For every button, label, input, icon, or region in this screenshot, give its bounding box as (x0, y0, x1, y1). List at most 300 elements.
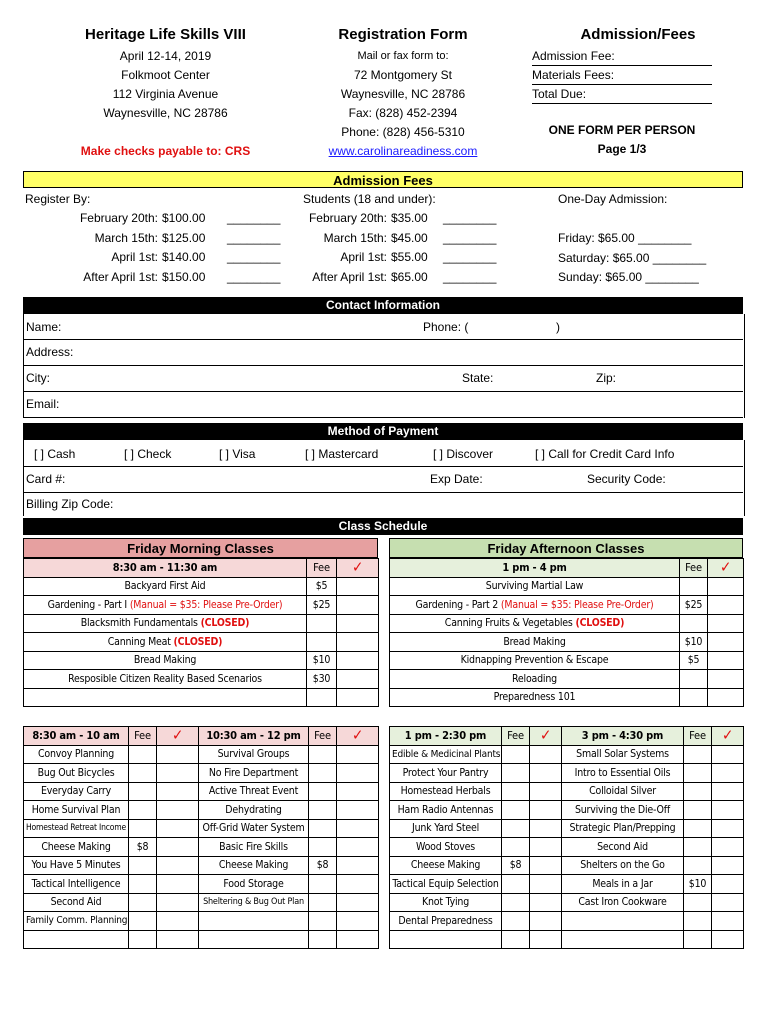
class-name (562, 912, 684, 931)
class-name: Family Comm. Planning (24, 912, 129, 931)
class-checkbox[interactable] (530, 875, 562, 894)
class-name: Edible & Medicinal Plants (390, 745, 502, 764)
check-header (157, 727, 199, 746)
class-name: Small Solar Systems (562, 745, 684, 764)
class-row (199, 912, 379, 931)
fax-number: Fax: (828) 452-2394 (348, 106, 458, 120)
class-fee (502, 838, 530, 857)
phone-number: Phone: (828) 456-5310 (341, 125, 465, 139)
divider (23, 417, 743, 418)
class-fee (684, 764, 712, 783)
class-checkbox[interactable] (337, 745, 379, 764)
city-field[interactable]: City: (26, 371, 50, 385)
one-day-row: Friday: $65.00 ________ (558, 231, 692, 245)
check-header (530, 727, 562, 746)
class-checkbox[interactable] (708, 633, 744, 652)
class-fee (684, 930, 712, 949)
class-checkbox[interactable] (530, 856, 562, 875)
check-header (712, 727, 744, 746)
class-schedule-bar: Class Schedule (23, 518, 743, 535)
class-name: Basic Fire Skills (199, 838, 309, 857)
session-block-2 (198, 726, 379, 949)
class-name: Gardening - Part I (Manual = $35: Please Pre-Order) (24, 596, 307, 615)
time-slot: 8:30 am - 11:30 am (24, 559, 307, 578)
one-day-row: Sunday: $65.00 ________ (558, 270, 699, 284)
class-fee: $10 (684, 875, 712, 894)
class-name (562, 930, 684, 949)
class-name: Strategic Plan/Prepping (562, 819, 684, 838)
class-checkbox[interactable] (530, 782, 562, 801)
class-checkbox[interactable] (157, 838, 199, 857)
student-price-row: March 15th: $45.00 ________ (323, 230, 497, 245)
class-row (24, 875, 199, 894)
class-row (199, 782, 379, 801)
class-row (24, 764, 199, 783)
class-fee (307, 614, 337, 633)
time-row (562, 727, 744, 746)
divider (23, 492, 743, 493)
class-row (390, 596, 744, 615)
class-name (24, 688, 307, 707)
exp-date-field[interactable]: Exp Date: (430, 472, 483, 486)
event-dates: April 12-14, 2019 (119, 49, 212, 63)
pay-visa-checkbox[interactable]: [ ] Visa (219, 447, 256, 461)
class-fee (502, 801, 530, 820)
class-checkbox[interactable] (157, 912, 199, 931)
mail-city: Waynesville, NC 28786 (340, 87, 466, 101)
security-code-field[interactable]: Security Code: (587, 472, 666, 486)
class-row (390, 764, 562, 783)
class-fee (684, 838, 712, 857)
class-fee: $25 (680, 596, 708, 615)
class-row (24, 819, 199, 838)
adult-price-row: After April 1st: $150.00 ________ (83, 269, 281, 284)
class-row (24, 893, 199, 912)
class-row (24, 745, 199, 764)
website-link[interactable]: www.carolinareadiness.com (328, 144, 478, 158)
class-fee (680, 688, 708, 707)
class-checkbox[interactable] (712, 745, 744, 764)
class-row (390, 930, 562, 949)
class-fee (502, 764, 530, 783)
class-name: Convoy Planning (24, 745, 129, 764)
class-name: You Have 5 Minutes (24, 856, 129, 875)
class-checkbox[interactable] (337, 596, 379, 615)
class-checkbox[interactable] (337, 670, 379, 689)
class-row (24, 838, 199, 857)
class-name: Cheese Making (199, 856, 309, 875)
class-fee (684, 819, 712, 838)
pay-call-checkbox[interactable]: [ ] Call for Credit Card Info (535, 447, 675, 461)
class-row (390, 745, 562, 764)
class-name: Intro to Essential Oils (562, 764, 684, 783)
class-checkbox[interactable] (337, 688, 379, 707)
class-name: Colloidal Silver (562, 782, 684, 801)
friday-afternoon-title: Friday Afternoon Classes (389, 538, 743, 558)
class-row (199, 856, 379, 875)
class-checkbox[interactable] (712, 875, 744, 894)
class-checkbox[interactable] (712, 819, 744, 838)
time-row (24, 727, 199, 746)
class-checkbox[interactable] (712, 801, 744, 820)
class-fee (309, 782, 337, 801)
fee-header: Fee (129, 727, 157, 746)
class-fee: $10 (307, 651, 337, 670)
fee-header: Fee (502, 727, 530, 746)
class-row (562, 838, 744, 857)
checks-payable: Make checks payable to: CRS (80, 144, 251, 158)
class-fee (129, 745, 157, 764)
class-fee (502, 912, 530, 931)
class-row (199, 801, 379, 820)
class-checkbox[interactable] (157, 856, 199, 875)
student-price-row: February 20th: $35.00 ________ (308, 211, 497, 225)
class-checkbox[interactable] (708, 614, 744, 633)
class-name: Reloading (390, 670, 680, 689)
event-venue: Folkmoot Center (121, 68, 210, 82)
class-row (390, 801, 562, 820)
class-fee (502, 745, 530, 764)
class-name: Homestead Retreat Income (24, 819, 129, 838)
class-name: Wood Stoves (390, 838, 502, 857)
class-row (24, 670, 379, 689)
class-checkbox[interactable] (530, 819, 562, 838)
class-name: Survival Groups (199, 745, 309, 764)
class-name: Blacksmith Fundamentals (CLOSED) (24, 614, 307, 633)
class-checkbox[interactable] (337, 838, 379, 857)
class-fee (502, 930, 530, 949)
class-row (390, 651, 744, 670)
checkmark-icon: ✓ (721, 726, 734, 745)
adult-prices (40, 209, 290, 287)
card-number-field[interactable]: Card #: (26, 472, 66, 486)
class-row (24, 596, 379, 615)
class-row (390, 670, 744, 689)
class-checkbox[interactable] (337, 614, 379, 633)
admission-fee-field[interactable]: Admission Fee: (532, 47, 712, 66)
class-row (562, 819, 744, 838)
pay-discover-checkbox[interactable]: [ ] Discover (433, 447, 494, 461)
class-checkbox[interactable] (712, 782, 744, 801)
class-checkbox[interactable] (337, 764, 379, 783)
class-name (390, 930, 502, 949)
checkmark-icon: ✓ (719, 558, 732, 577)
fee-header: Fee (684, 727, 712, 746)
class-checkbox[interactable] (712, 838, 744, 857)
class-row (199, 838, 379, 857)
address-field[interactable]: Address: (26, 345, 74, 359)
class-row (24, 782, 199, 801)
mail-details (290, 47, 516, 161)
class-row (24, 633, 379, 652)
class-name: Junk Yard Steel (390, 819, 502, 838)
friday-morning-table (23, 558, 379, 707)
class-name: Everyday Carry (24, 782, 129, 801)
class-checkbox[interactable] (157, 930, 199, 949)
class-checkbox[interactable] (157, 745, 199, 764)
divider (23, 365, 743, 366)
divider (23, 466, 743, 467)
class-row (390, 838, 562, 857)
class-fee (309, 745, 337, 764)
class-name: Ham Radio Antennas (390, 801, 502, 820)
state-field[interactable]: State: (462, 371, 494, 385)
class-checkbox[interactable] (337, 782, 379, 801)
class-name (199, 930, 309, 949)
class-row (562, 893, 744, 912)
time-row (24, 559, 379, 578)
contact-info-bar: Contact Information (23, 297, 743, 314)
mail-street: 72 Montgomery St (353, 68, 453, 82)
billing-zip-field[interactable]: Billing Zip Code: (26, 497, 114, 511)
class-name: Backyard First Aid (24, 577, 307, 596)
friday-afternoon-table (389, 558, 744, 707)
one-day-prices (558, 229, 706, 288)
mail-label: Mail or fax form to: (357, 50, 449, 62)
class-row (199, 764, 379, 783)
class-fee (680, 577, 708, 596)
one-day-row: Saturday: $65.00 ________ (558, 250, 707, 265)
adult-price-row: March 15th: $125.00 ________ (94, 230, 281, 245)
class-checkbox[interactable] (530, 801, 562, 820)
page-number: Page 1/3 (597, 142, 647, 156)
class-row (562, 764, 744, 783)
class-name: Preparedness 101 (390, 688, 680, 707)
checkmark-icon: ✓ (539, 726, 552, 745)
class-checkbox[interactable] (530, 893, 562, 912)
class-fee (502, 782, 530, 801)
class-checkbox[interactable] (708, 577, 744, 596)
class-checkbox[interactable] (157, 875, 199, 894)
class-name: Dehydrating (199, 801, 309, 820)
class-fee (309, 819, 337, 838)
class-fee (684, 782, 712, 801)
class-row (390, 614, 744, 633)
class-checkbox[interactable] (712, 930, 744, 949)
class-checkbox[interactable] (337, 930, 379, 949)
class-checkbox[interactable] (337, 801, 379, 820)
class-checkbox[interactable] (157, 782, 199, 801)
check-header (708, 559, 744, 578)
class-checkbox[interactable] (708, 670, 744, 689)
class-row (24, 688, 379, 707)
class-name: Shelters on the Go (562, 856, 684, 875)
class-checkbox[interactable] (530, 838, 562, 857)
class-fee (684, 856, 712, 875)
phone-close: ) (556, 320, 560, 334)
class-row (562, 745, 744, 764)
student-prices (285, 209, 525, 287)
class-checkbox[interactable] (712, 912, 744, 931)
event-details (23, 47, 308, 123)
class-row (390, 633, 744, 652)
class-fee (307, 633, 337, 652)
class-fee (129, 764, 157, 783)
time-slot: 8:30 am - 10 am (24, 727, 129, 746)
class-checkbox[interactable] (712, 893, 744, 912)
class-name: Bread Making (390, 633, 680, 652)
class-checkbox[interactable] (157, 819, 199, 838)
class-checkbox[interactable] (530, 930, 562, 949)
class-checkbox[interactable] (712, 764, 744, 783)
class-name: Surviving the Die-Off (562, 801, 684, 820)
class-name: Active Threat Event (199, 782, 309, 801)
name-field[interactable]: Name: (26, 320, 62, 334)
class-row (24, 651, 379, 670)
class-checkbox[interactable] (157, 893, 199, 912)
class-fee (129, 801, 157, 820)
check-header (337, 559, 379, 578)
admission-fees-bar: Admission Fees (23, 171, 743, 188)
class-fee (129, 856, 157, 875)
materials-fees-field[interactable]: Materials Fees: (532, 66, 712, 85)
class-fee (680, 670, 708, 689)
class-fee (684, 801, 712, 820)
class-fee: $25 (307, 596, 337, 615)
class-checkbox[interactable] (337, 875, 379, 894)
class-fee (502, 893, 530, 912)
class-checkbox[interactable] (337, 819, 379, 838)
payment-bar: Method of Payment (23, 423, 743, 440)
class-name: Dental Preparedness (390, 912, 502, 931)
class-checkbox[interactable] (337, 893, 379, 912)
class-row (562, 930, 744, 949)
class-row (390, 856, 562, 875)
class-checkbox[interactable] (530, 745, 562, 764)
class-row (562, 782, 744, 801)
class-row (390, 875, 562, 894)
time-slot: 3 pm - 4:30 pm (562, 727, 684, 746)
class-fee (129, 819, 157, 838)
event-title: Heritage Life Skills VIII (85, 26, 246, 43)
class-fee (129, 930, 157, 949)
class-checkbox[interactable] (157, 801, 199, 820)
class-row (199, 893, 379, 912)
checkmark-icon: ✓ (351, 558, 364, 577)
class-name: Bread Making (24, 651, 307, 670)
class-fee: $5 (307, 577, 337, 596)
class-row (24, 930, 199, 949)
class-name: Meals in a Jar (562, 875, 684, 894)
class-name: Second Aid (562, 838, 684, 857)
class-name: Canning Meat (CLOSED) (24, 633, 307, 652)
class-checkbox[interactable] (712, 856, 744, 875)
time-slot: 10:30 am - 12 pm (199, 727, 309, 746)
class-name: Cast Iron Cookware (562, 893, 684, 912)
class-checkbox[interactable] (530, 912, 562, 931)
class-fee (129, 875, 157, 894)
class-fee (684, 745, 712, 764)
class-checkbox[interactable] (337, 912, 379, 931)
class-fee (307, 688, 337, 707)
class-checkbox[interactable] (708, 688, 744, 707)
class-checkbox[interactable] (157, 764, 199, 783)
event-street: 112 Virginia Avenue (112, 87, 219, 101)
pay-mastercard-checkbox[interactable]: [ ] Mastercard (305, 447, 379, 461)
form-title: Registration Form (338, 26, 468, 43)
adult-price-row: April 1st: $140.00 ________ (111, 250, 281, 264)
class-fee (129, 893, 157, 912)
class-fee (309, 764, 337, 783)
class-name: Resposible Citizen Reality Based Scenarios (24, 670, 307, 689)
class-fee (680, 614, 708, 633)
class-row (199, 930, 379, 949)
class-name (199, 912, 309, 931)
class-fee (309, 838, 337, 857)
time-slot: 1 pm - 4 pm (390, 559, 680, 578)
contact-box (23, 314, 745, 418)
class-fee: $8 (502, 856, 530, 875)
class-fee (309, 912, 337, 931)
class-checkbox[interactable] (337, 856, 379, 875)
class-row (199, 745, 379, 764)
class-name (24, 930, 129, 949)
pay-cash-checkbox[interactable]: [ ] Cash (34, 447, 76, 461)
zip-field[interactable]: Zip: (596, 371, 617, 385)
class-name: Protect Your Pantry (390, 764, 502, 783)
pay-check-checkbox[interactable]: [ ] Check (124, 447, 172, 461)
class-row (390, 782, 562, 801)
time-row (390, 727, 562, 746)
checkmark-icon: ✓ (171, 726, 184, 745)
class-row (199, 875, 379, 894)
class-name: Second Aid (24, 893, 129, 912)
session-block-3 (389, 726, 562, 949)
class-fee (129, 912, 157, 931)
class-fee (684, 912, 712, 931)
class-checkbox[interactable] (530, 764, 562, 783)
total-due-field[interactable]: Total Due: (532, 85, 712, 104)
email-field[interactable]: Email: (26, 397, 60, 411)
class-fee (309, 875, 337, 894)
student-price-row: April 1st: $55.00 ________ (340, 250, 497, 264)
class-checkbox[interactable] (708, 596, 744, 615)
time-row (199, 727, 379, 746)
class-row (24, 614, 379, 633)
header-middle (290, 26, 516, 161)
class-name: Tactical Intelligence (24, 875, 129, 894)
check-header (337, 727, 379, 746)
class-name: Home Survival Plan (24, 801, 129, 820)
adult-price-row: February 20th: $100.00 ________ (79, 211, 281, 225)
class-name: Sheltering & Bug Out Plan (199, 893, 309, 912)
class-fee: $30 (307, 670, 337, 689)
class-row (390, 577, 744, 596)
fee-header: Fee (680, 559, 708, 578)
time-row (390, 559, 744, 578)
students-title: Students (18 and under): (303, 192, 436, 206)
fees-title: Admission/Fees (580, 26, 696, 43)
class-checkbox[interactable] (708, 651, 744, 670)
class-fee (309, 893, 337, 912)
header-left (23, 26, 308, 123)
class-row (562, 801, 744, 820)
class-name: Off-Grid Water System (199, 819, 309, 838)
class-checkbox[interactable] (337, 651, 379, 670)
class-fee: $8 (129, 838, 157, 857)
class-fee (502, 819, 530, 838)
class-row (390, 893, 562, 912)
class-fee (309, 801, 337, 820)
class-name: Bug Out Bicycles (24, 764, 129, 783)
class-row (562, 912, 744, 931)
phone-field[interactable]: Phone: ( (423, 320, 469, 334)
class-checkbox[interactable] (337, 577, 379, 596)
student-price-row: After April 1st: $65.00 ________ (312, 269, 497, 284)
friday-morning-title: Friday Morning Classes (23, 538, 378, 558)
class-name: Food Storage (199, 875, 309, 894)
class-checkbox[interactable] (337, 633, 379, 652)
